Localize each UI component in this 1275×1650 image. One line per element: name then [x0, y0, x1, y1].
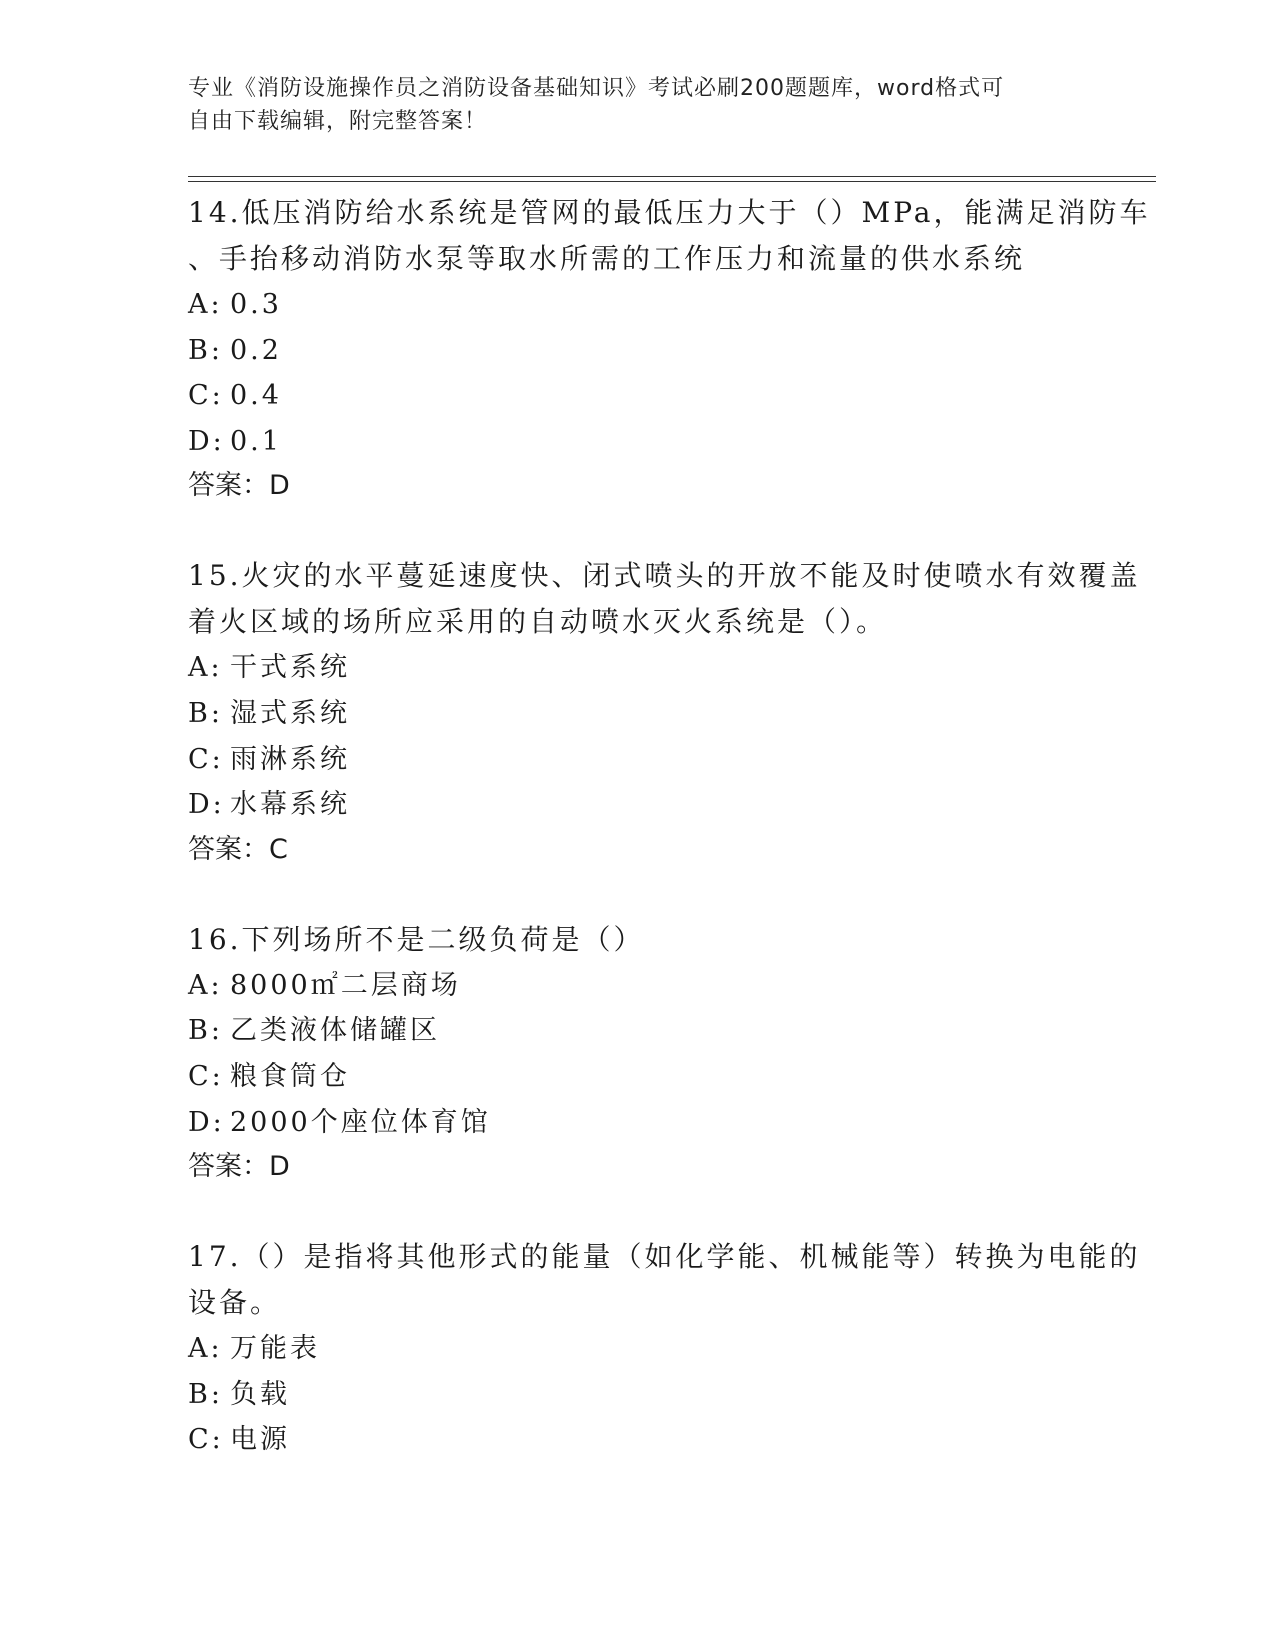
option-text: 8000㎡二层商场: [230, 969, 461, 1001]
question-text-line: 设备。: [188, 1286, 282, 1320]
option-key: B:: [188, 1378, 223, 1410]
option-key: D:: [188, 1106, 225, 1138]
option-d: [188, 1100, 1128, 1146]
answer-line: 答案：C: [188, 833, 288, 865]
question-list: [188, 190, 1151, 1508]
header-line-2: 自由下载编辑，附完整答案！: [188, 109, 488, 134]
option-b: [188, 1008, 1128, 1054]
option-b: [188, 1372, 1128, 1418]
option-d: [188, 782, 1128, 828]
header-divider-bottom: [188, 181, 1156, 182]
option-key: C:: [188, 380, 224, 412]
option-key: A:: [188, 289, 223, 320]
option-key: A:: [188, 1333, 223, 1365]
question-17: [188, 1234, 1141, 1463]
option-a: [188, 645, 1128, 691]
option-text: 0.2: [230, 334, 282, 366]
option-a: [188, 282, 1128, 328]
answer-line: 答案：D: [188, 470, 290, 502]
option-key: C:: [188, 743, 224, 775]
option-text: 万能表: [230, 1333, 320, 1365]
question-16: [188, 917, 1128, 1189]
option-text: 干式系统: [230, 652, 350, 684]
option-text: 乙类液体储罐区: [230, 1015, 440, 1047]
option-text: 湿式系统: [230, 697, 350, 729]
question-14: [188, 190, 1151, 508]
option-b: [188, 691, 1128, 737]
option-c: [188, 1417, 1128, 1463]
question-text-line: 15.火灾的水平蔓延速度快、闭式喷头的开放不能及时使喷水有效覆盖: [188, 559, 1141, 593]
option-key: D:: [188, 425, 225, 457]
question-text-line: 着火区域的场所应采用的自动喷水灭火系统是（）。: [188, 605, 888, 639]
option-text: 水幕系统: [230, 789, 350, 821]
option-text: 0.3: [230, 289, 282, 320]
option-key: B:: [188, 1015, 223, 1047]
option-text: 雨淋系统: [230, 743, 350, 775]
option-key: C:: [188, 1060, 224, 1092]
option-d: [188, 419, 1128, 465]
option-text: 粮食筒仓: [230, 1060, 350, 1092]
option-text: 0.4: [230, 380, 282, 412]
option-text: 负载: [230, 1378, 290, 1410]
option-key: A:: [188, 652, 223, 684]
question-text-line: 17.（）是指将其他形式的能量（如化学能、机械能等）转换为电能的: [188, 1240, 1141, 1274]
option-text: 0.1: [230, 425, 282, 457]
option-a: [188, 1326, 1128, 1372]
option-key: D:: [188, 789, 225, 821]
header-line-1: 专业《消防设施操作员之消防设备基础知识》考试必刷200题题库，word格式可: [188, 76, 1005, 101]
option-key: C:: [188, 1424, 224, 1456]
option-c: [188, 373, 1128, 419]
document-header: [188, 72, 1088, 138]
question-text-line: 14.低压消防给水系统是管网的最低压力大于（）MPa，能满足消防车: [188, 196, 1151, 229]
answer-line: 答案：D: [188, 1151, 290, 1183]
option-b: [188, 328, 1128, 374]
question-text-line: 16.下列场所不是二级负荷是（）: [188, 922, 645, 956]
option-text: 2000个座位体育馆: [230, 1106, 491, 1138]
header-divider-top: [188, 176, 1156, 177]
option-c: [188, 737, 1128, 783]
option-a: [188, 963, 1128, 1009]
question-text-line: 、手抬移动消防水泵等取水所需的工作压力和流量的供水系统: [188, 242, 1026, 275]
option-text: 电源: [230, 1424, 290, 1456]
option-key: B:: [188, 697, 223, 729]
question-15: [188, 553, 1141, 871]
option-c: [188, 1054, 1128, 1100]
option-key: A:: [188, 969, 223, 1001]
option-key: B:: [188, 334, 223, 366]
